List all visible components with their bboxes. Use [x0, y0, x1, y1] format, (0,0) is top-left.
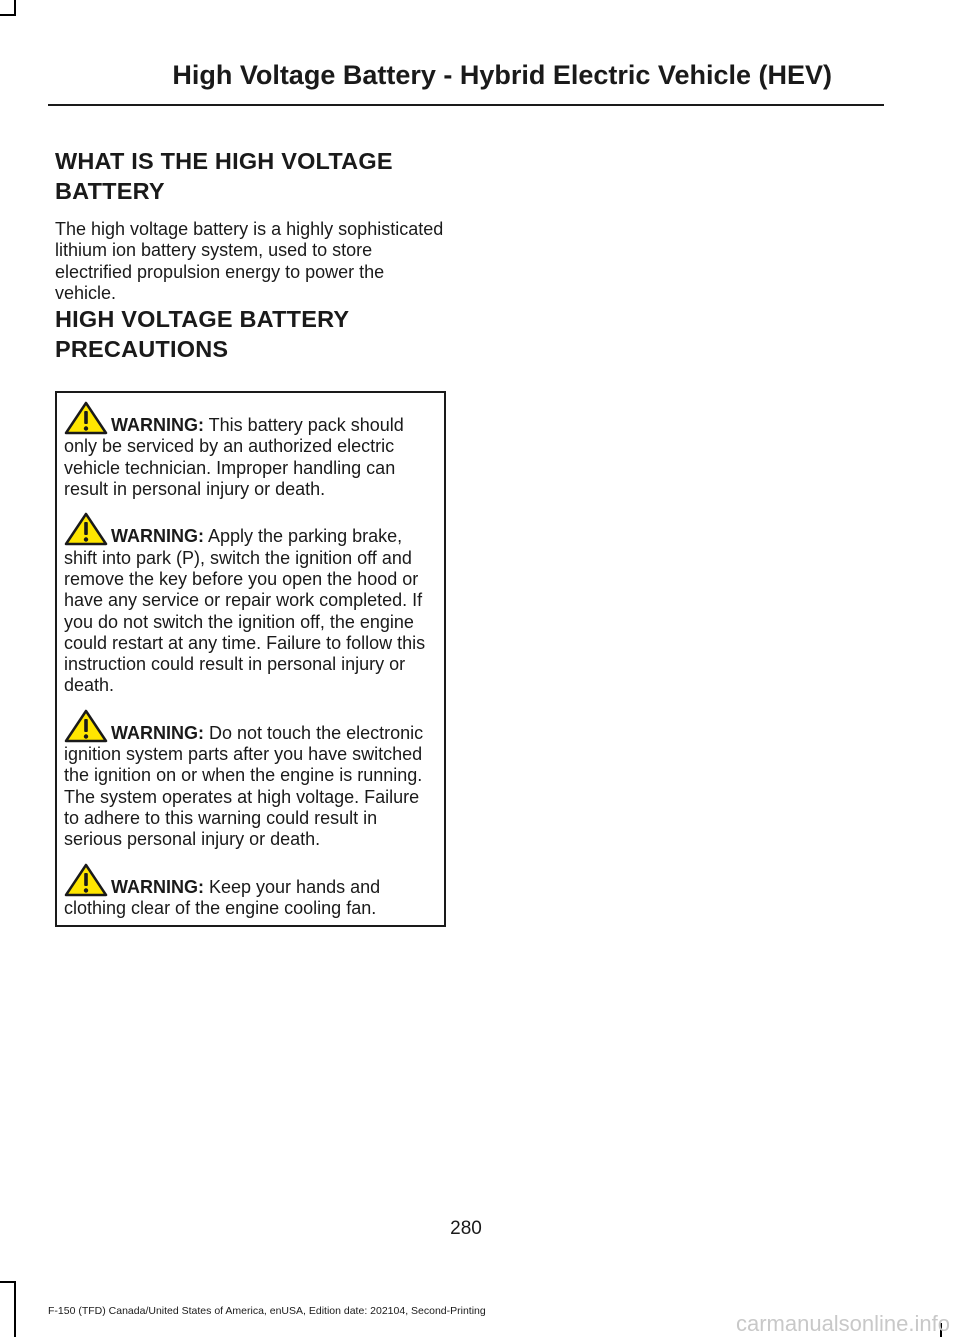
warning-text: Do not touch the electronic ignition system parts after you have switched the ignition on or when the engine is running. The system operates at high voltage. Failure to adhere to this warning could result in serious personal injury or death. — [64, 722, 424, 850]
section-heading-line: BATTERY — [55, 178, 165, 204]
section-heading-line: HIGH VOLTAGE BATTERY — [55, 306, 350, 333]
section-heading-line: PRECAUTIONS — [55, 336, 229, 363]
header-rule — [48, 104, 884, 106]
warning-item — [64, 863, 437, 920]
section-heading-precautions — [55, 304, 447, 364]
warning-label: WARNING: — [111, 722, 204, 743]
warning-label: WARNING: — [111, 526, 204, 547]
crop-mark-bottom-left — [14, 1283, 16, 1337]
section-heading-line: WHAT IS THE HIGH VOLTAGE — [55, 148, 393, 174]
warning-text: This battery pack should only be serviced by an authorized electric vehicle technician. Improper handling can result in personal injury or death. — [64, 415, 404, 500]
crop-mark-bottom-left-h — [0, 1281, 16, 1283]
warning-label: WARNING: — [111, 415, 204, 436]
warning-item — [64, 401, 437, 500]
content-column — [55, 146, 447, 927]
warning-triangle-icon — [64, 709, 108, 743]
page-number: 280 — [450, 1218, 482, 1239]
edition-footer: F-150 (TFD) Canada/United States of America, enUSA, Edition date: 202104, Second-Printing — [48, 1305, 486, 1317]
warning-item — [64, 709, 437, 851]
warning-box — [55, 391, 446, 927]
warning-triangle-icon — [64, 512, 108, 546]
watermark-text: carmanualsonline.info — [735, 1311, 950, 1336]
section-body-what-is: The high voltage battery is a highly sophisticated lithium ion battery system, used to store electrified propulsion energy to power the vehicle. — [55, 219, 444, 303]
crop-mark-top-left-h — [0, 14, 16, 16]
page-header-title: High Voltage Battery - Hybrid Electric Vehicle (HEV) — [172, 60, 832, 90]
warning-label: WARNING: — [111, 876, 204, 897]
warning-triangle-icon — [64, 863, 108, 897]
warning-item — [64, 512, 437, 696]
section-heading-what-is — [55, 146, 447, 206]
warning-text: Apply the parking brake, shift into park (P), switch the ignition off and remove the key before you open the hood or have any service or repair work completed. If you do not switch the ignition off, the engine could restart at any time. Failure to follow this instruction could result in personal injury or death. — [64, 526, 426, 696]
warning-triangle-icon — [64, 401, 108, 435]
warning-text: Keep your hands and clothing clear of the engine cooling fan. — [64, 876, 381, 918]
